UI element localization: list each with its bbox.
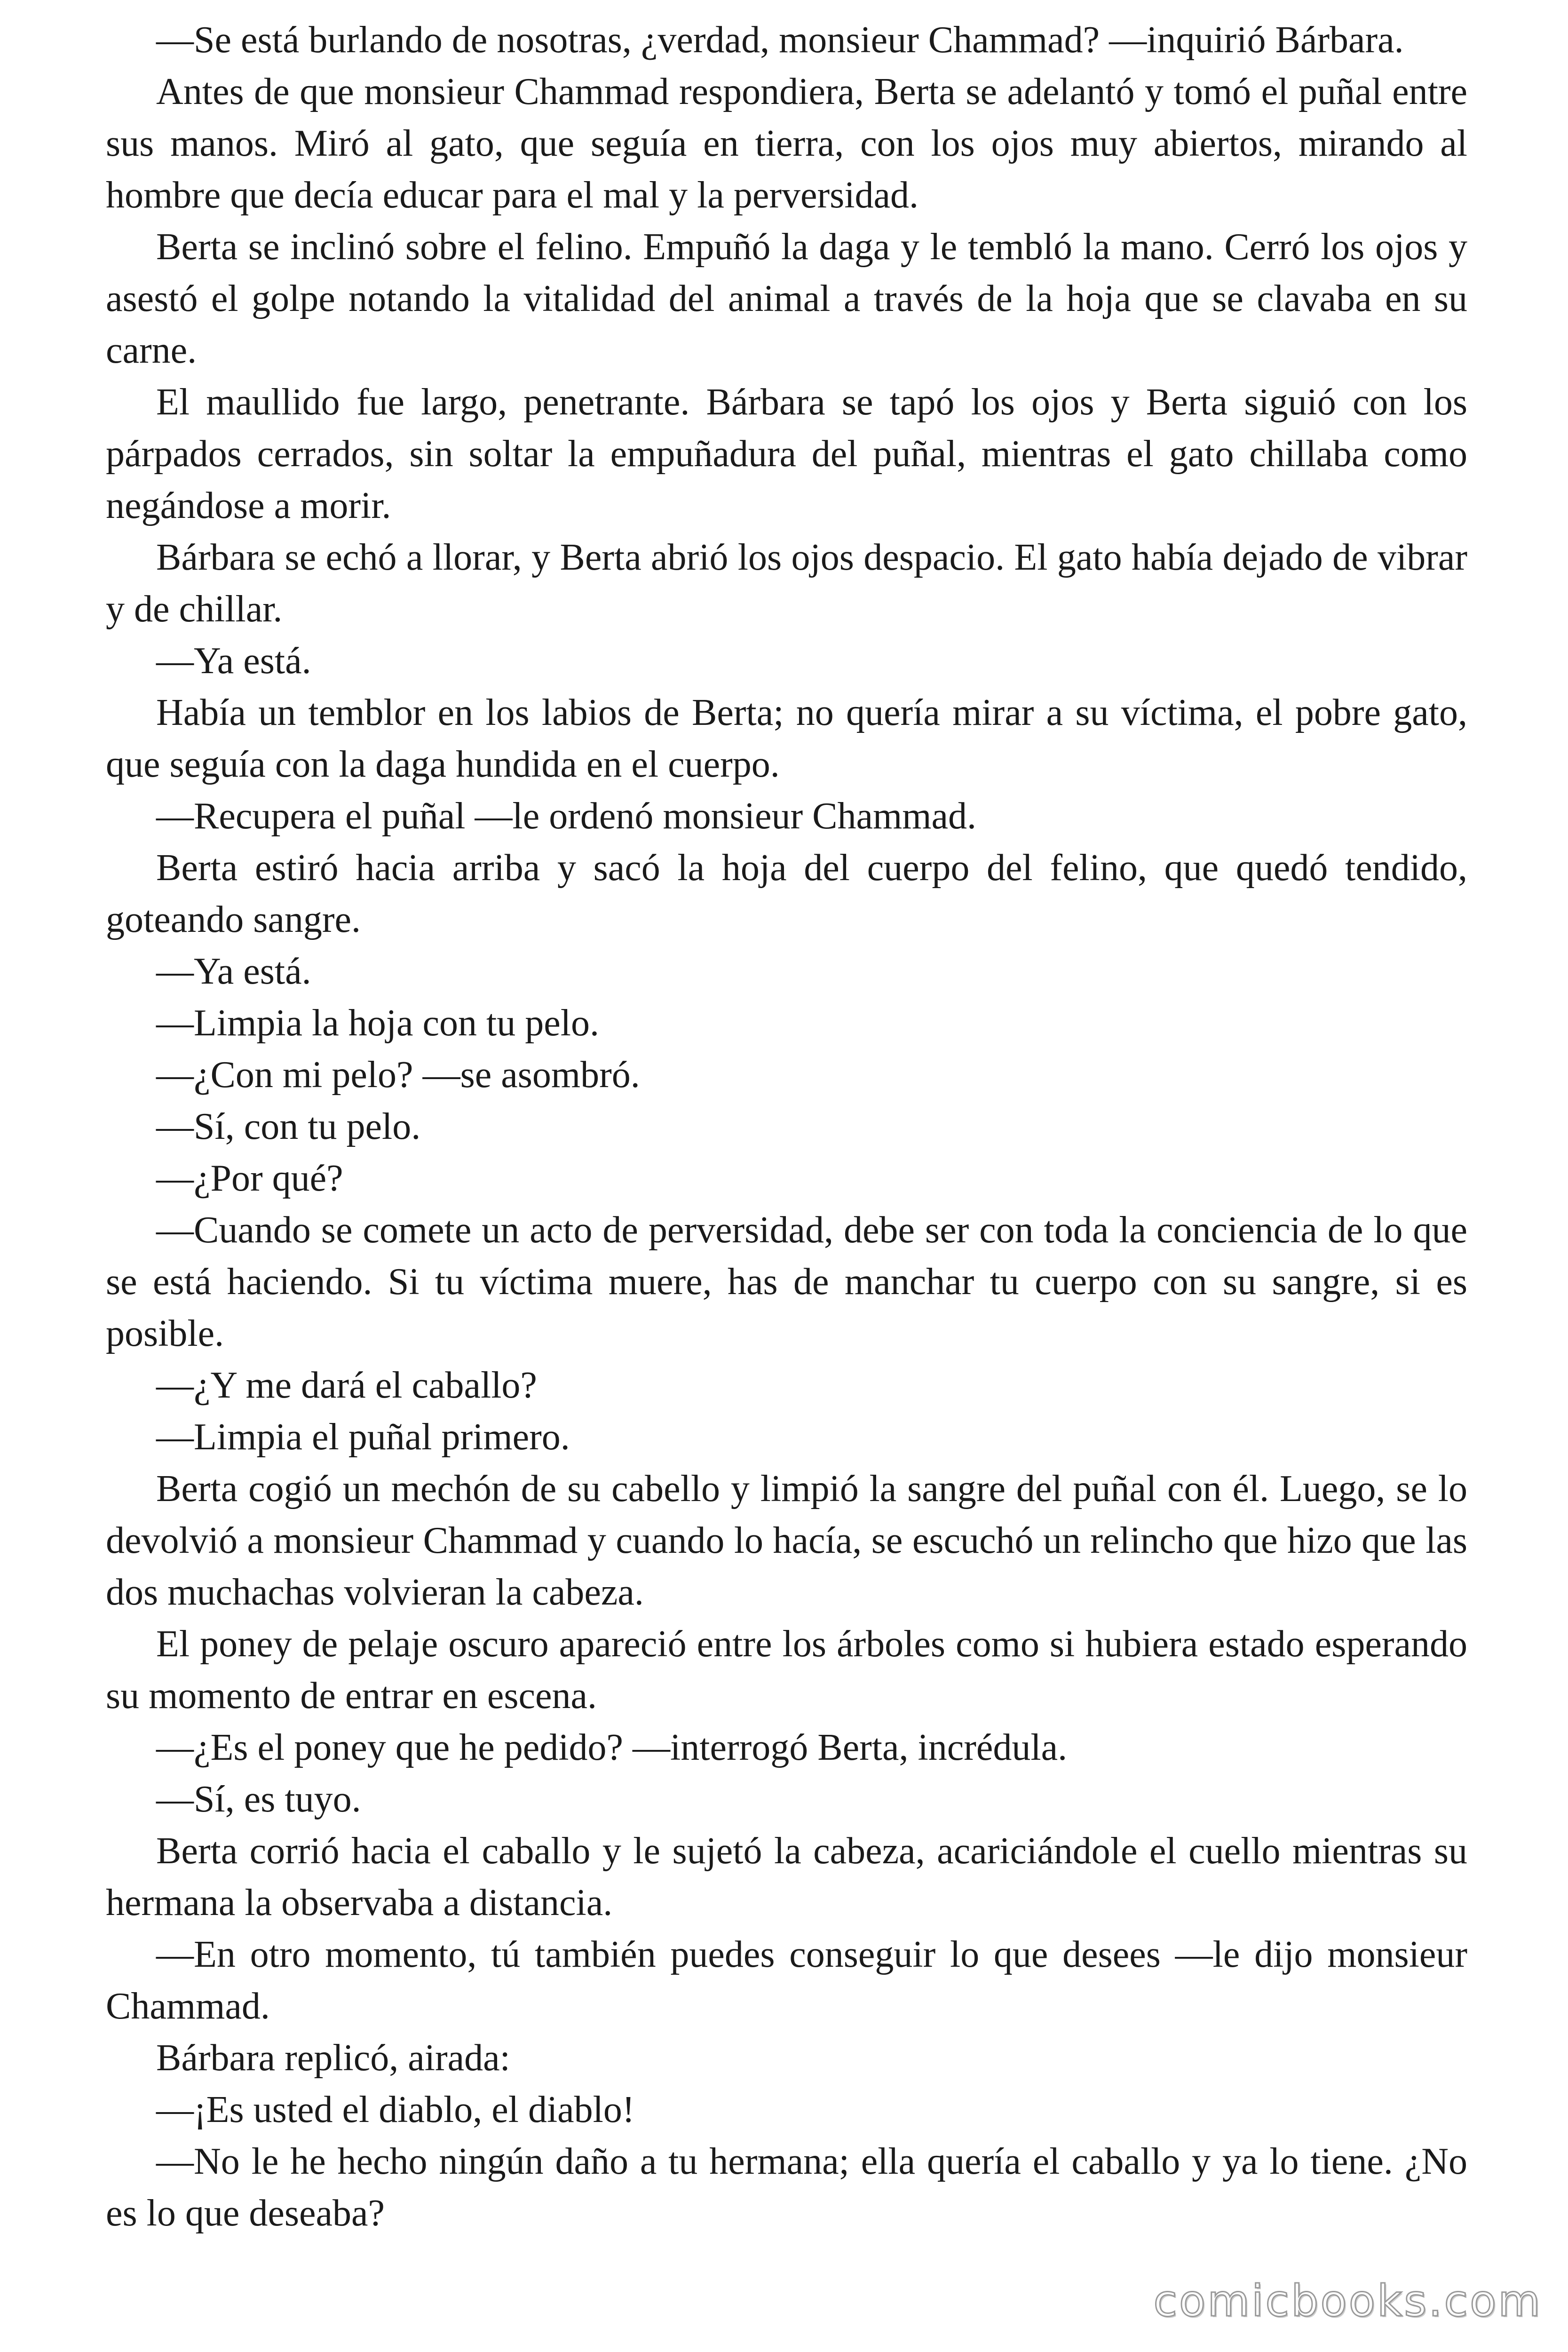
paragraph: Berta corrió hacia el caballo y le sujetó la cabeza, acariciándole el cuello mientras su hermana la observaba a distancia.: [106, 1830, 1467, 1923]
paragraph: —Limpia el puñal primero.: [156, 1416, 570, 1458]
paragraph: —En otro momento, tú también puedes conseguir lo que desees —le dijo monsieur Chammad.: [106, 1934, 1467, 2027]
watermark: comicbooks.com: [1153, 2276, 1542, 2326]
paragraph: —Recupera el puñal —le ordenó monsieur Chammad.: [156, 795, 976, 837]
paragraph: —¡Es usted el diablo, el diablo!: [156, 2089, 635, 2130]
paragraph: Había un temblor en los labios de Berta; no quería mirar a su víctima, el pobre gato, que seguía con la daga hundida en el cuerpo.: [106, 692, 1467, 785]
paragraph: —Ya está.: [156, 640, 311, 682]
paragraph: —¿Con mi pelo? —se asombró.: [156, 1054, 640, 1096]
paragraph: —Limpia la hoja con tu pelo.: [156, 1002, 599, 1044]
paragraph: —¿Es el poney que he pedido? —interrogó Berta, incrédula.: [156, 1727, 1068, 1768]
paragraph: El maullido fue largo, penetrante. Bárbara se tapó los ojos y Berta siguió con los párpados cerrados, sin soltar la empuñadura del puñal, mientras el gato chillaba como negándose a morir.: [106, 381, 1467, 526]
paragraph: —Sí, con tu pelo.: [156, 1106, 421, 1147]
paragraph: —Se está burlando de nosotras, ¿verdad, monsieur Chammad? —inquirió Bárbara.: [156, 19, 1404, 61]
paragraph: Berta cogió un mechón de su cabello y limpió la sangre del puñal con él. Luego, se lo devolvió a monsieur Chammad y cuando lo hacía, se escuchó un relincho que hizo que las dos muchachas volvieran la cabeza.: [106, 1468, 1467, 1613]
paragraph: —Cuando se comete un acto de perversidad, debe ser con toda la conciencia de lo que se está haciendo. Si tu víctima muere, has de manchar tu cuerpo con su sangre, si es posible.: [106, 1209, 1467, 1354]
paragraph: —Sí, es tuyo.: [156, 1779, 361, 1820]
paragraph: —¿Y me dará el caballo?: [156, 1365, 537, 1406]
paragraph: Bárbara replicó, airada:: [156, 2037, 510, 2079]
paragraph: Berta estiró hacia arriba y sacó la hoja del cuerpo del felino, que quedó tendido, goteando sangre.: [106, 847, 1467, 940]
paragraph: —No le he hecho ningún daño a tu hermana; ella quería el caballo y ya lo tiene. ¿No es lo que deseaba?: [106, 2141, 1467, 2234]
paragraph: El poney de pelaje oscuro apareció entre los árboles como si hubiera estado esperando su momento de entrar en escena.: [106, 1623, 1467, 1716]
paragraph: Berta se inclinó sobre el felino. Empuñó la daga y le tembló la mano. Cerró los ojos y asestó el golpe notando la vitalidad del animal a través de la hoja que se clavaba en su carne.: [106, 226, 1467, 371]
paragraph: —¿Por qué?: [156, 1158, 343, 1199]
paragraph: Antes de que monsieur Chammad respondiera, Berta se adelantó y tomó el puñal entre sus manos. Miró al gato, que seguía en tierra, con los ojos muy abiertos, mirando al hombre que decía educar para el mal y la perversidad.: [106, 71, 1467, 216]
paragraph: Bárbara se echó a llorar, y Berta abrió los ojos despacio. El gato había dejado de vibrar y de chillar.: [106, 537, 1467, 630]
page-text: [106, 14, 1467, 2239]
paragraph: —Ya está.: [156, 951, 311, 992]
